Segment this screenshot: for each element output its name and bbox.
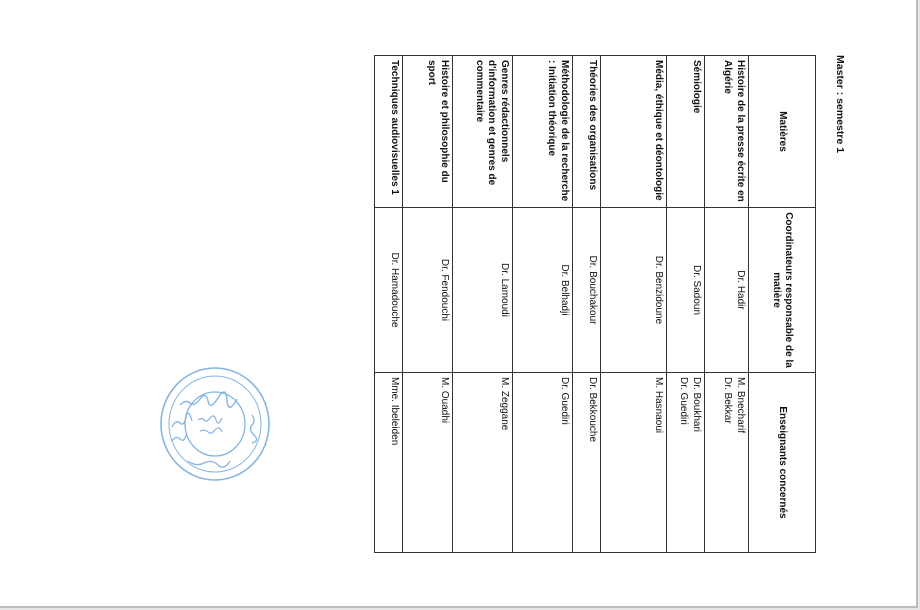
coordinateur-cell: Dr. Sadoun <box>667 208 705 373</box>
matiere-cell: Histoire de la presse écrite en Algérie <box>705 56 749 208</box>
coordinateur-cell: Dr. Benzidoune <box>601 208 667 373</box>
enseignant: Dr. Bekkar <box>722 377 734 424</box>
matiere-cell: Méthodologie de la recherche : Initiation théorique <box>513 56 573 208</box>
matiere-cell: Techniques audiovisuelles 1 <box>375 56 403 208</box>
coordinateur-cell: Dr. Fendouchi <box>403 208 453 373</box>
enseignants-cell <box>573 373 601 553</box>
header-coordinateurs: Coordinateurs responsable de la matière <box>749 208 816 373</box>
table-row <box>375 56 403 553</box>
table-row <box>403 56 453 553</box>
coordinateur-cell: Dr. Hamadouche <box>375 208 403 373</box>
matiere-cell: Histoire et philosophie du sport <box>403 56 453 208</box>
enseignants-cell <box>705 373 749 553</box>
document-title: Master : semestre 1 <box>834 55 846 154</box>
enseignant: M. Zeggane <box>499 377 510 431</box>
subjects-table <box>374 55 816 553</box>
enseignants-cell <box>601 373 667 553</box>
enseignants-cell <box>513 373 573 553</box>
enseignant: Dr. Bekkouche <box>587 377 598 443</box>
header-enseignants: Enseignants concernés <box>749 373 816 553</box>
matiere-cell: Média, éthique et déontologie <box>601 56 667 208</box>
matiere-cell: Sémiologie <box>667 56 705 208</box>
enseignant: Dr. Guediri <box>678 377 690 425</box>
rotated-content <box>390 55 850 555</box>
table-row <box>705 56 749 553</box>
table-row <box>453 56 513 553</box>
table-row <box>601 56 667 553</box>
enseignant: M. Hasnaoui <box>653 377 664 434</box>
table-row <box>667 56 705 553</box>
enseignants-cell <box>403 373 453 553</box>
enseignant: Dr. Guediri <box>559 377 570 425</box>
enseignants-cell <box>375 373 403 553</box>
enseignant: M. Bnecharif <box>735 377 746 434</box>
enseignant: Mme. Ibeleiden <box>389 377 400 446</box>
table-header-row <box>749 56 816 553</box>
coordinateur-cell: Dr. Belhadji <box>513 208 573 373</box>
enseignant: M. Ouadhi <box>439 377 450 424</box>
coordinateur-cell: Dr. Lamoudi <box>453 208 513 373</box>
enseignant: Dr. Boukhari <box>691 377 702 433</box>
official-stamp-icon <box>158 365 272 483</box>
table-row <box>513 56 573 553</box>
matiere-cell: Théories des organisations <box>573 56 601 208</box>
enseignants-cell <box>453 373 513 553</box>
header-matieres: Matières <box>749 56 816 208</box>
matiere-cell: Genres rédactionnels d'information et genres de commentaire <box>453 56 513 208</box>
table-row <box>573 56 601 553</box>
coordinateur-cell: Dr. Hadir <box>705 208 749 373</box>
enseignants-cell <box>667 373 705 553</box>
coordinateur-cell: Dr. Bouchakour <box>573 208 601 373</box>
